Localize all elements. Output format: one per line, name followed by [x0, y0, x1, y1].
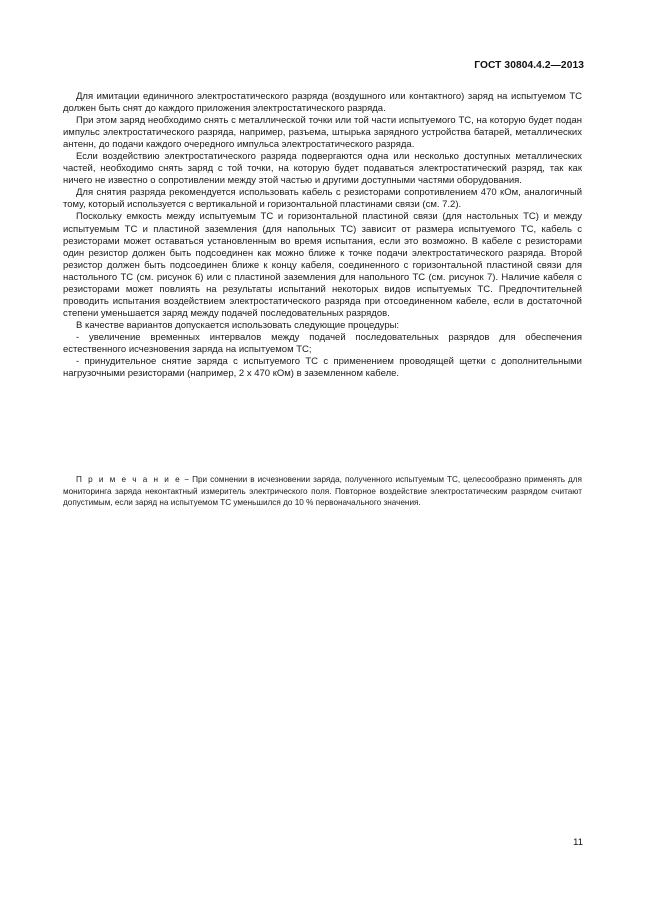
note-block — [63, 474, 582, 509]
standard-code-header: ГОСТ 30804.4.2—2013 — [474, 60, 584, 71]
paragraph: Если воздействию электростатического разряда подвергаются одна или несколько доступных металлических частей, необходимо снять заряд с той точки, на которую будет подаваться электростатический разряд, так как ничего не известно о сопротивлении между этой частью и другими доступными частями оборудования. — [63, 151, 582, 187]
paragraph: Поскольку емкость между испытуемым ТС и горизонтальной пластиной связи (для настольных ТС) и между испытуемым ТС и пластиной заземления (для напольных ТС) зависит от размера испытуемого ТС, кабель с резисторами может оставаться установленным во время испытания, если это возможно. В кабеле с резисторами один резистор должен быть подсоединен как можно ближе к точке подачи электростатического разряда. Второй резистор должен быть подсоединен ближе к концу кабеля, соединенного с горизонтальной пластиной связи для настольного ТС (см. рисунок 6) или с пластиной заземления для напольного ТС (см. рисунок 7). Наличие кабеля с резисторами может повлиять на результаты испытаний некоторых видов испытуемых ТС. Предпочтительней проводить испытания воздействием электростатического разряда при отсоединенном кабеле, если в достаточной степени уменьшается заряд между подачей последовательных разрядов. — [63, 211, 582, 319]
note-label: П р и м е ч а н и е — [76, 475, 182, 484]
paragraph: В качестве вариантов допускается использовать следующие процедуры: — [76, 319, 400, 331]
paragraph: Для имитации единичного электростатического разряда (воздушного или контактного) заряд на испытуемом ТС должен быть снят до каждого приложения электростатического разряда. — [63, 91, 582, 115]
paragraph: При этом заряд необходимо снять с металлической точки или той части испытуемого ТС, на которую будет подан импульс электростатического разряда, например, разъема, штырька зарядного устройства батарей, металлических антенн, до подачи каждого очередного импульса электростатического разряда. — [63, 115, 582, 151]
note-paragraph — [63, 474, 582, 509]
paragraph: Для снятия разряда рекомендуется использовать кабель с резисторами сопротивлением 470 кОм, аналогичный тому, который используется с вертикальной и горизонтальной пластинами связи (см. 7.2). — [63, 187, 582, 211]
note-text: − При сомнении в исчезновении заряда, полученного испытуемым ТС, целесообразно применять для мониторинга заряда неконтактный измеритель электрического поля. Повторное воздействие электростатическим разрядом считают допустимым, если заряд на испытуемом ТС уменьшился до 10 % первоначального значения. — [63, 475, 582, 508]
page-number: 11 — [573, 837, 583, 848]
body-text — [63, 91, 582, 380]
list-item: - принудительное снятие заряда с испытуемого ТС с применением проводящей щетки с дополнительными нагрузочными резисторами (например, 2 x 470 кОм) в заземленном кабеле. — [63, 356, 582, 380]
list-item: - увеличение временных интервалов между подачей последовательных разрядов для обеспечения естественного исчезновения заряда на испытуемом ТС; — [63, 331, 582, 355]
